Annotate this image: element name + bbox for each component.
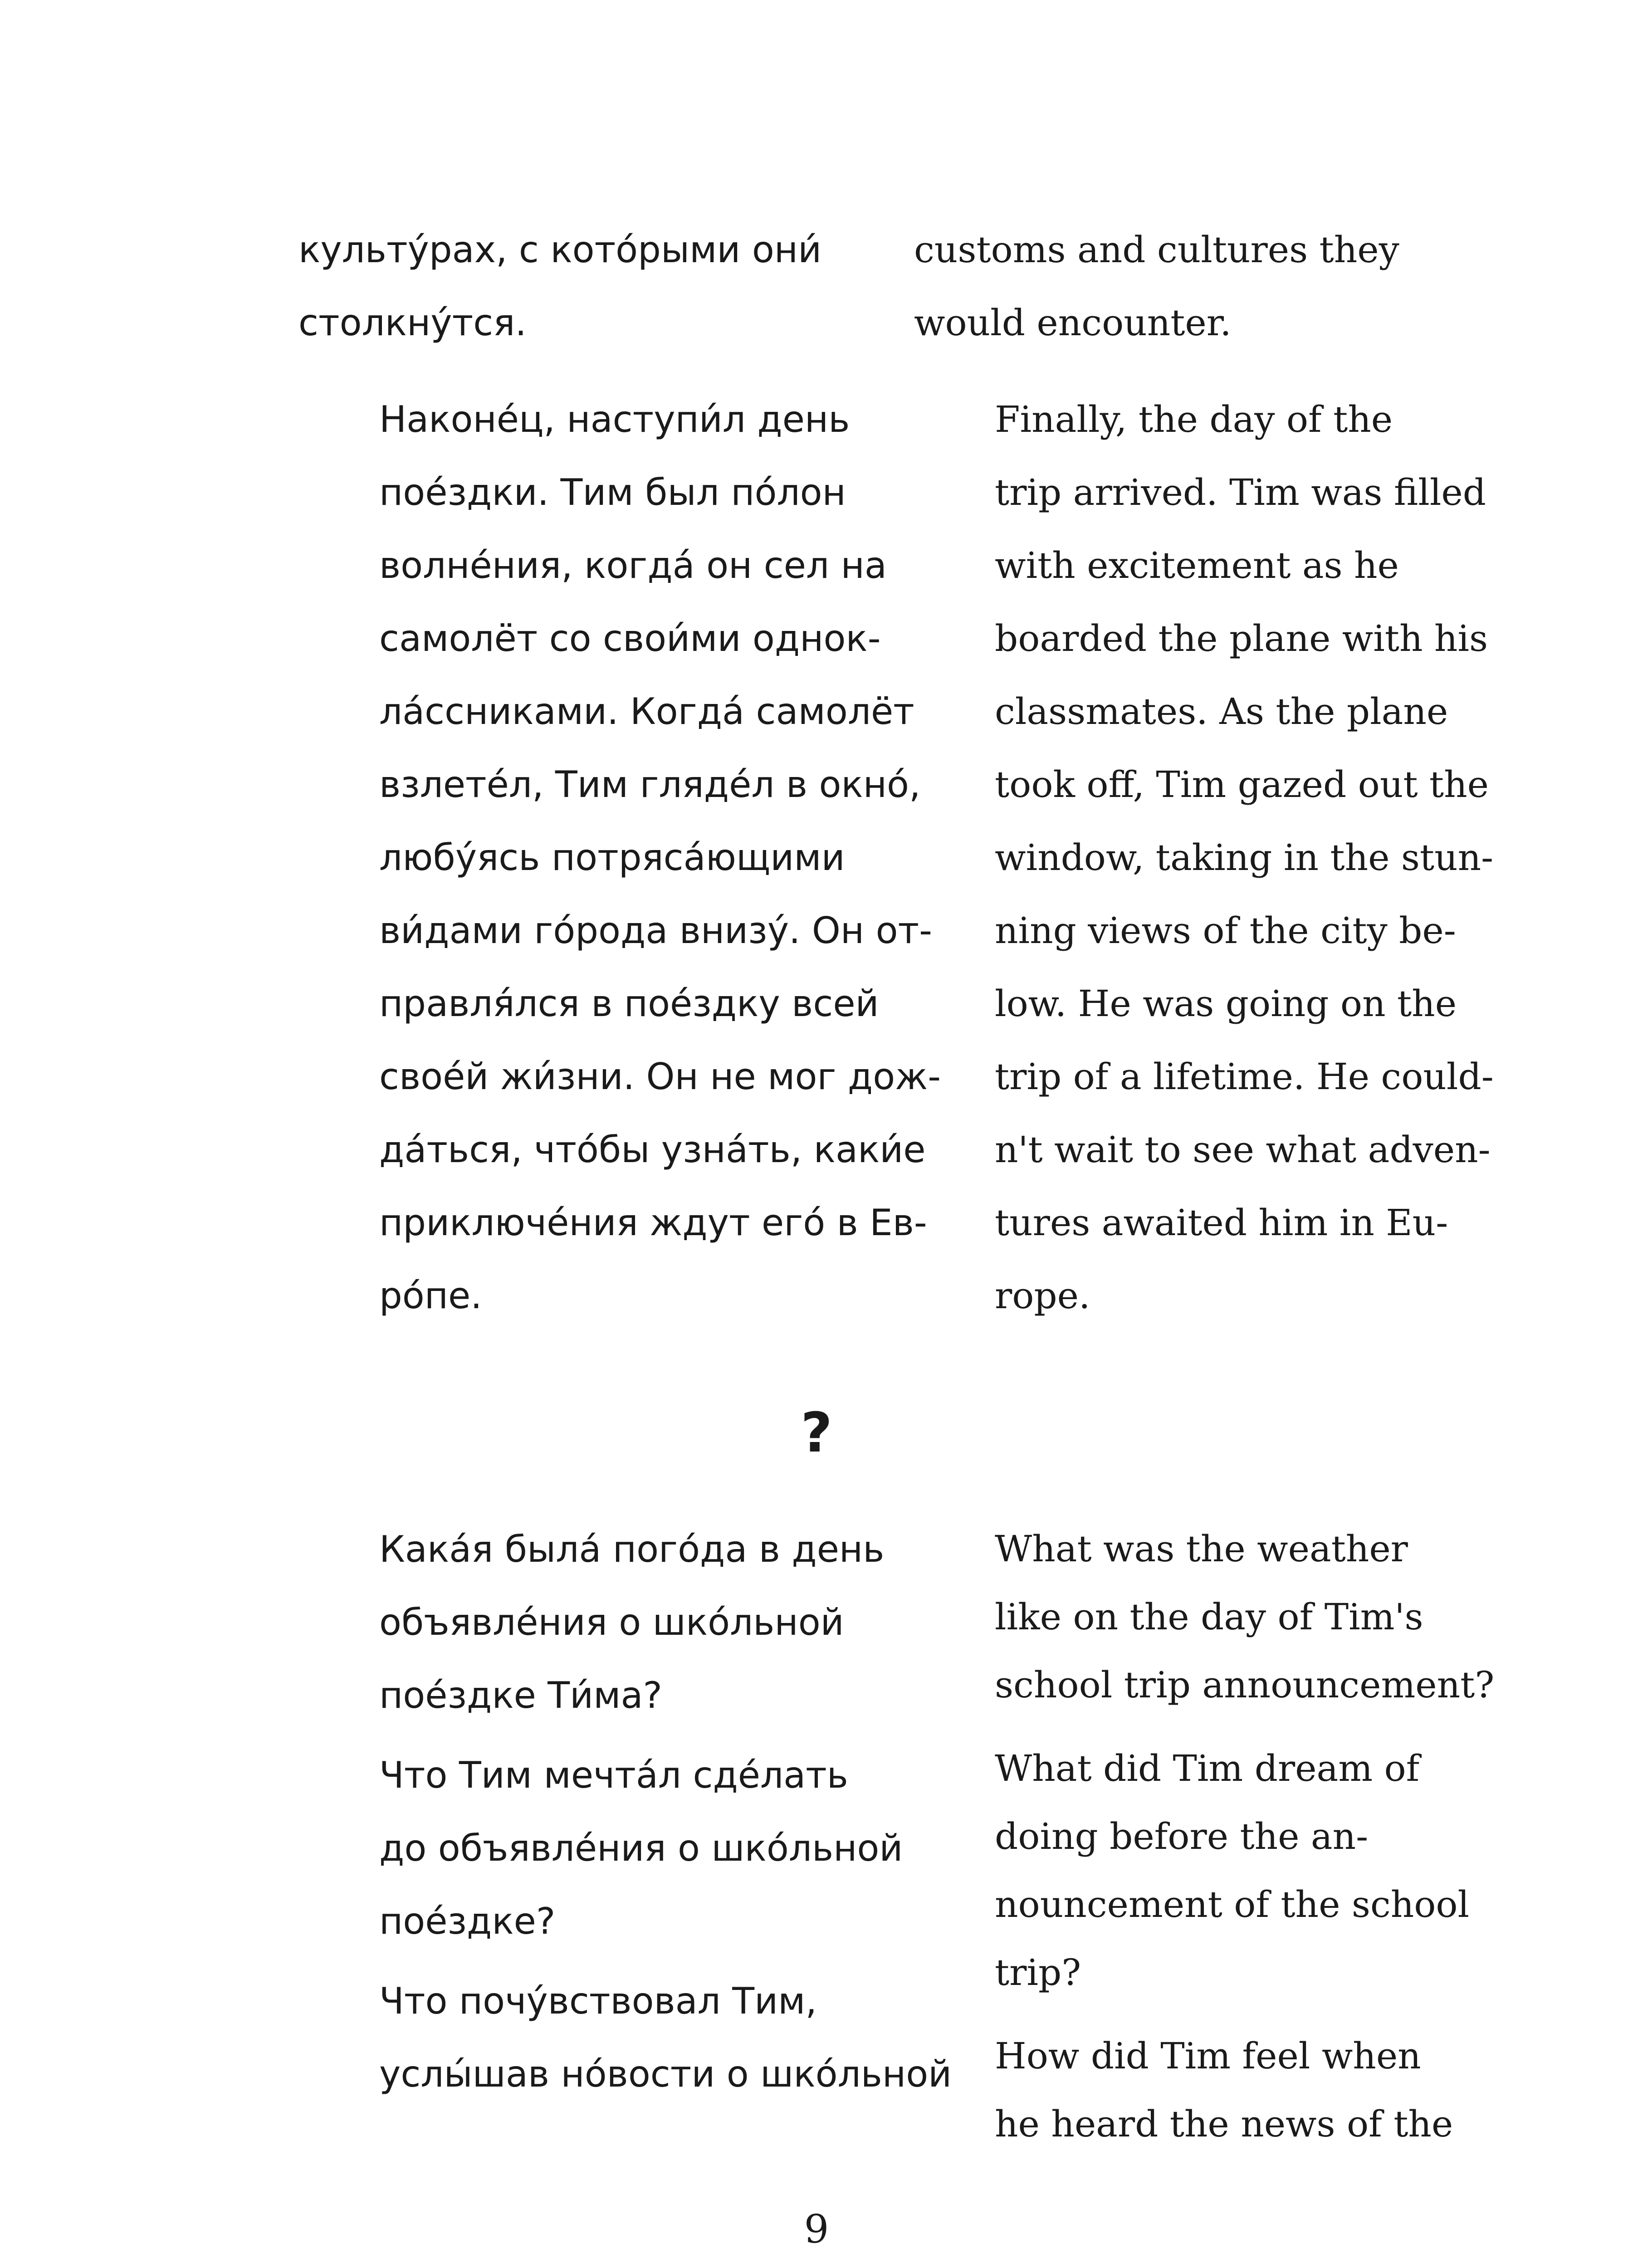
text-line: пое́здке? [379,1900,556,1942]
text-line: ла́ссниками. Когда́ самолёт [379,690,914,733]
text-line: window, taking in the stun- [995,836,1494,879]
text-line: ви́дами го́рода внизу́. Он от- [379,909,933,952]
text-line: low. He was going on the [995,982,1457,1025]
text-line: Finally, the day of the [995,398,1393,440]
text-line: rope. [995,1275,1090,1317]
russian-text-block [298,213,941,1332]
text-line: boarded the plane with his [995,617,1488,660]
text-line: n't wait to see what adven- [995,1129,1491,1171]
english-text-block [914,213,1499,1332]
text-line: волне́ния, когда́ он сел на [379,544,887,587]
russian-paragraph-trip [298,383,941,1332]
text-line: trip arrived. Tim was filled [995,471,1486,513]
text-line: столкну́тся. [298,302,527,344]
text-line: объявле́ния о шко́льной [379,1601,844,1643]
text-line: he heard the news of the [995,2103,1453,2145]
text-line: nouncement of the school [995,1883,1470,1926]
text-line: да́ться, что́бы узна́ть, каки́е [379,1129,926,1171]
text-line: любу́ясь потряса́ющими [379,836,845,879]
text-line: пое́здки. Тим был по́лон [379,471,846,513]
text-line: trip of a lifetime. He could- [995,1056,1494,1098]
text-line: ning views of the city be- [995,909,1456,952]
text-line: до объявле́ния о шко́льной [379,1827,903,1869]
russian-questions [298,1513,952,2111]
text-line: school trip announcement? [995,1664,1495,1706]
english-paragraph-trip [914,383,1499,1332]
text-line: with excitement as he [995,544,1399,587]
text-line: приключе́ния ждут его́ в Ев- [379,1202,927,1244]
russian-question-1 [298,1513,884,1732]
text-line: took off, Tim gazed out the [995,763,1489,806]
russian-question-2 [298,1739,903,1958]
bat-icon [773,2261,946,2268]
text-line: What did Tim dream of [995,1747,1420,1789]
text-line: would encounter. [914,302,1232,344]
section-separator: ? [801,1402,832,1465]
text-line: classmates. As the plane [995,690,1448,733]
text-line: Кака́я была́ пого́да в день [379,1528,885,1570]
text-line: trip? [995,1951,1081,1994]
text-line: doing before the an- [995,1815,1369,1857]
english-question-2 [914,1735,1499,2007]
text-line: свое́й жи́зни. Он не мог дож- [379,1056,941,1098]
text-line: самолёт со свои́ми однок- [379,617,881,660]
text-line: like on the day of Tim's [995,1596,1423,1638]
english-question-3 [914,2022,1499,2158]
english-question-1 [914,1515,1499,1719]
text-line: взлете́л, Тим гляде́л в окно́, [379,763,921,806]
text-line: правля́лся в пое́здку всей [379,982,879,1025]
russian-question-3 [298,1965,952,2111]
text-line: How did Tim feel when [995,2035,1421,2077]
text-line: ро́пе. [379,1275,482,1317]
text-line: Что почу́вствовал Тим, [379,1980,817,2022]
text-line: Что Тим мечта́л сде́лать [379,1754,848,1796]
text-line: tures awaited him in Eu- [995,1202,1448,1244]
russian-paragraph-continuation [298,213,884,359]
page-number: 9 [804,2207,829,2252]
text-line: услы́шав но́вости о шко́льной [379,2053,952,2095]
english-paragraph-continuation [914,213,1499,359]
english-questions [914,1515,1499,2158]
text-line: Наконе́ц, наступи́л день [379,398,850,440]
text-line: What was the weather [995,1528,1408,1570]
text-line: customs and cultures they [914,229,1399,271]
text-line: пое́здке Ти́ма? [379,1674,662,1716]
text-line: культу́рах, с кото́рыми они́ [298,229,822,271]
